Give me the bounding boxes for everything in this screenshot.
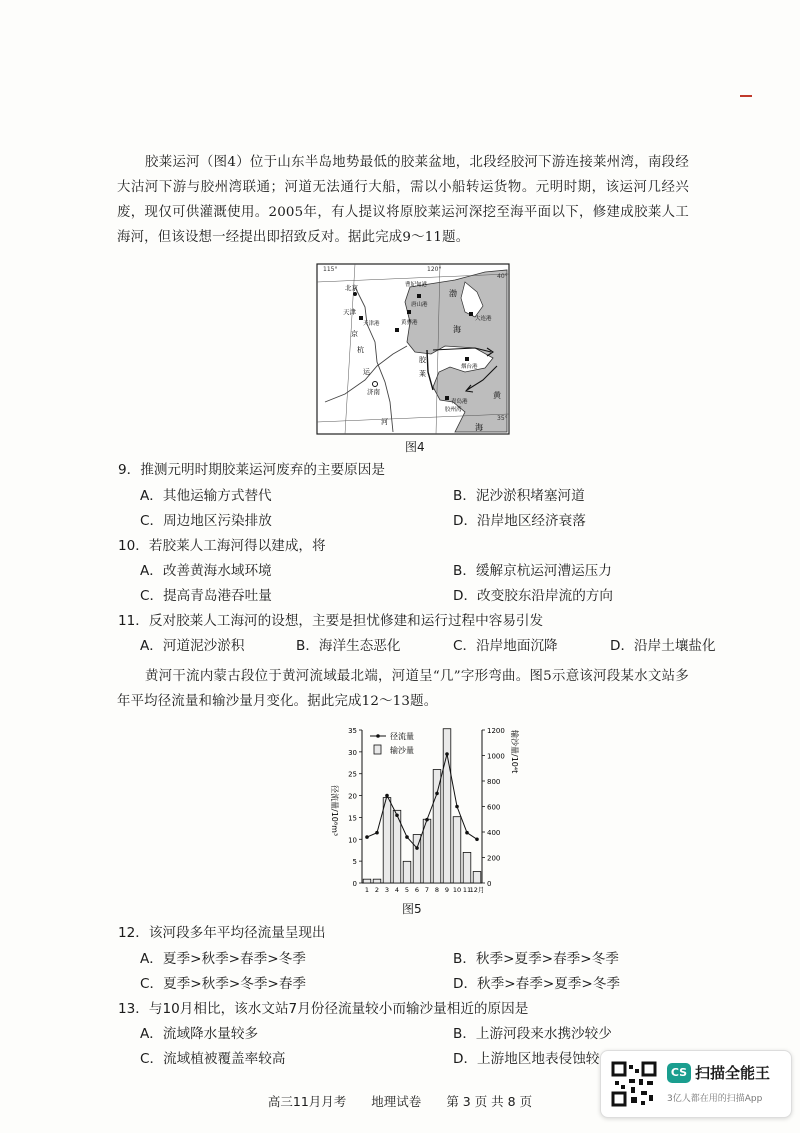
left-tick-label: 10 xyxy=(348,836,357,845)
q11-option-b[interactable]: B．海洋生态恶化 xyxy=(296,638,401,654)
map-water-hai-2: 海 xyxy=(475,423,483,432)
right-tick-label: 1000 xyxy=(487,752,505,761)
x-tick-label: 2 xyxy=(374,886,380,894)
legend-line-dot xyxy=(376,734,380,738)
x-tick-label: 3 xyxy=(384,886,390,894)
question-13 xyxy=(118,997,528,1017)
map-place-jinan: 济南 xyxy=(367,388,380,396)
x-tick-label: 4 xyxy=(394,886,400,894)
q10-option-a[interactable]: A．改善黄海水域环境 xyxy=(140,563,272,579)
map-place-yantai: 烟台港 xyxy=(461,364,478,370)
passage-2: 黄河干流内蒙古段位于黄河流域最北端，河道呈“几”字形弯曲。图5示意该河段某水文站多年平均径流量和输沙量月变化。据此完成12～13题。 xyxy=(117,669,689,709)
right-tick-label: 1200 xyxy=(487,727,505,735)
q9-option-c[interactable]: C．周边地区污染排放 xyxy=(140,513,272,529)
sediment-bar xyxy=(403,861,411,883)
question-9-text: 推测元明时期胶莱运河废弃的主要原因是 xyxy=(140,462,385,478)
runoff-point xyxy=(455,805,459,809)
right-tick-label: 400 xyxy=(487,829,501,837)
map-place-qingdao: 青岛港 xyxy=(451,399,468,405)
map-place-beijing: 北京 xyxy=(345,284,358,292)
scanner-brand: 扫描全能王 xyxy=(695,1064,771,1082)
left-tick-label: 25 xyxy=(348,770,357,779)
question-13-text: 与10月相比，该水文站7月份径流量较小而输沙量相近的原因是 xyxy=(148,1001,529,1017)
right-axis-label: 输沙量/10⁴t xyxy=(510,730,519,774)
left-axis-label: 径流量/10⁸m³ xyxy=(330,785,339,837)
map-place-tianjin-port: 天津港 xyxy=(363,321,380,327)
q11-option-c[interactable]: C．沿岸地面沉降 xyxy=(453,638,558,654)
question-10 xyxy=(118,534,326,554)
sediment-bar xyxy=(463,852,471,883)
q13-option-c[interactable]: C．流域植被覆盖率较高 xyxy=(140,1051,286,1067)
sediment-bar xyxy=(373,879,381,883)
map-river-yun: 运 xyxy=(363,368,370,376)
passage-1: 胶莱运河（图4）位于山东半岛地势最低的胶莱盆地，北段经胶河下游连接莱州湾，南段经大沽河下游与胶州湾联通；河道无法通行大船，需以小船转运货物。元明时期，该运河几经兴废，现仅可供灌溉使用。2005年，有人提议将原胶莱运河深挖至海平面以下，修建成胶莱人工海河，但该设想一经提出即招致反对。据此完成9～11题。 xyxy=(117,155,689,245)
map-lon-label-115: 115° xyxy=(323,266,338,273)
q9-option-b[interactable]: B．泥沙淤积堵塞河道 xyxy=(453,488,585,504)
runoff-point xyxy=(425,818,429,822)
sediment-bar xyxy=(383,798,391,883)
page-footer: 高三11月月考 地理试卷 第 3 页 共 8 页 xyxy=(267,1094,533,1109)
legend-bar-swatch xyxy=(374,745,381,754)
question-13-number: 13． xyxy=(118,1001,149,1017)
q10-option-d[interactable]: D．改变胶东沿岸流的方向 xyxy=(453,588,613,604)
runoff-point xyxy=(415,846,419,850)
sediment-bar xyxy=(423,819,431,883)
x-tick-label: 7 xyxy=(424,886,430,894)
map-place-tianjin: 天津 xyxy=(343,308,356,316)
question-11-number: 11． xyxy=(118,613,149,629)
q10-option-b[interactable]: B．缓解京杭运河漕运压力 xyxy=(453,563,612,579)
scanner-badge[interactable] xyxy=(600,1050,792,1118)
runoff-point xyxy=(365,835,369,839)
map-river-jing: 京 xyxy=(351,330,358,338)
runoff-point xyxy=(435,792,439,796)
scanner-subtitle: 3亿人都在用的扫描App xyxy=(667,1094,763,1104)
map-canal-jiao: 胶 xyxy=(419,356,426,364)
map-river-hang: 杭 xyxy=(357,346,364,354)
sediment-bar xyxy=(453,817,461,883)
q13-option-b[interactable]: B．上游河段来水携沙较少 xyxy=(453,1026,612,1042)
question-10-text: 若胶莱人工海河得以建成，将 xyxy=(148,538,326,554)
x-tick-label: 12月 xyxy=(469,886,485,894)
map-river-he: 河 xyxy=(381,418,388,426)
right-tick-label: 600 xyxy=(487,803,501,812)
x-tick-label: 9 xyxy=(444,886,450,894)
x-tick-label: 5 xyxy=(404,886,410,894)
runoff-point xyxy=(475,837,479,841)
question-11 xyxy=(118,609,543,629)
map-caption: 图4 xyxy=(405,440,425,454)
question-12-number: 12． xyxy=(118,925,149,941)
q12-option-c[interactable]: C．夏季>秋季>冬季>春季 xyxy=(140,976,307,992)
runoff-point xyxy=(465,831,469,835)
q12-option-a[interactable]: A．夏季>秋季>春季>冬季 xyxy=(140,951,306,967)
left-tick-label: 15 xyxy=(348,814,357,823)
chart-figure-5 xyxy=(320,718,520,898)
question-10-number: 10． xyxy=(118,538,149,554)
map-place-dalian: 大连港 xyxy=(475,316,492,322)
legend-sediment-label: 输沙量 xyxy=(390,746,414,755)
map-lat-label-40: 40° xyxy=(497,273,508,280)
q9-option-a[interactable]: A．其他运输方式替代 xyxy=(140,488,272,504)
runoff-point xyxy=(445,752,449,756)
red-mark xyxy=(740,95,752,97)
right-tick-label: 0 xyxy=(487,880,492,888)
question-9-number: 9． xyxy=(118,462,141,478)
sediment-bar xyxy=(363,879,371,883)
x-tick-label: 10 xyxy=(452,886,462,894)
sediment-bar xyxy=(433,770,441,883)
map-lat-label-35: 35° xyxy=(497,415,508,422)
q13-option-d[interactable]: D．上游地区地表侵蚀较 xyxy=(453,1051,600,1067)
question-12-text: 该河段多年平均径流量呈现出 xyxy=(148,925,326,941)
question-12 xyxy=(118,921,326,941)
left-tick-label: 35 xyxy=(348,727,357,735)
map-place-huanghua: 黄骅港 xyxy=(401,320,418,326)
x-tick-label: 6 xyxy=(414,886,420,894)
runoff-point xyxy=(395,813,399,817)
q9-option-d[interactable]: D．沿岸地区经济衰落 xyxy=(453,513,586,529)
x-tick-label: 1 xyxy=(364,886,370,894)
sediment-bar xyxy=(473,872,481,883)
x-tick-label: 8 xyxy=(434,886,440,894)
sediment-bar xyxy=(443,729,451,883)
runoff-point xyxy=(405,835,409,839)
map-place-tangshan: 唐山港 xyxy=(411,302,428,308)
map-water-bo: 渤 xyxy=(449,289,457,298)
question-9 xyxy=(118,458,385,478)
left-tick-label: 30 xyxy=(348,748,357,757)
map-place-jiaozhouwan: 胶州湾 xyxy=(445,407,462,413)
left-tick-label: 20 xyxy=(348,792,357,801)
left-tick-label: 0 xyxy=(352,880,357,888)
q11-option-d[interactable]: D．沿岸土壤盐化 xyxy=(610,638,716,654)
qr-code-icon xyxy=(611,1061,657,1107)
q11-option-a[interactable]: A．河道泥沙淤积 xyxy=(140,638,245,654)
q12-option-d[interactable]: D．秋季>春季>夏季>冬季 xyxy=(453,976,620,992)
runoff-point xyxy=(385,794,389,798)
x-tick-label: 11 xyxy=(462,886,472,894)
q13-option-a[interactable]: A．流域降水量较多 xyxy=(140,1026,259,1042)
legend-runoff-label: 径流量 xyxy=(390,732,414,741)
runoff-point xyxy=(375,831,379,835)
map-lon-label-120: 120° xyxy=(427,266,442,273)
map-place-caofeidian: 曹妃甸港 xyxy=(405,282,428,288)
map-canal-lai: 莱 xyxy=(419,370,426,378)
question-11-text: 反对胶莱人工海河的设想，主要是担忧修建和运行过程中容易引发 xyxy=(148,613,544,629)
left-tick-label: 5 xyxy=(352,858,357,867)
scanner-logo-icon: CS xyxy=(667,1063,691,1083)
chart-caption: 图5 xyxy=(402,902,422,916)
map-water-huang: 黄 xyxy=(493,391,501,400)
q12-option-b[interactable]: B．秋季>夏季>春季>冬季 xyxy=(453,951,619,967)
map-water-hai-1: 海 xyxy=(453,325,461,334)
q10-option-c[interactable]: C．提高青岛港吞吐量 xyxy=(140,588,272,604)
right-tick-label: 200 xyxy=(487,854,501,863)
right-tick-label: 800 xyxy=(487,778,501,786)
map-figure-4 xyxy=(315,262,511,438)
